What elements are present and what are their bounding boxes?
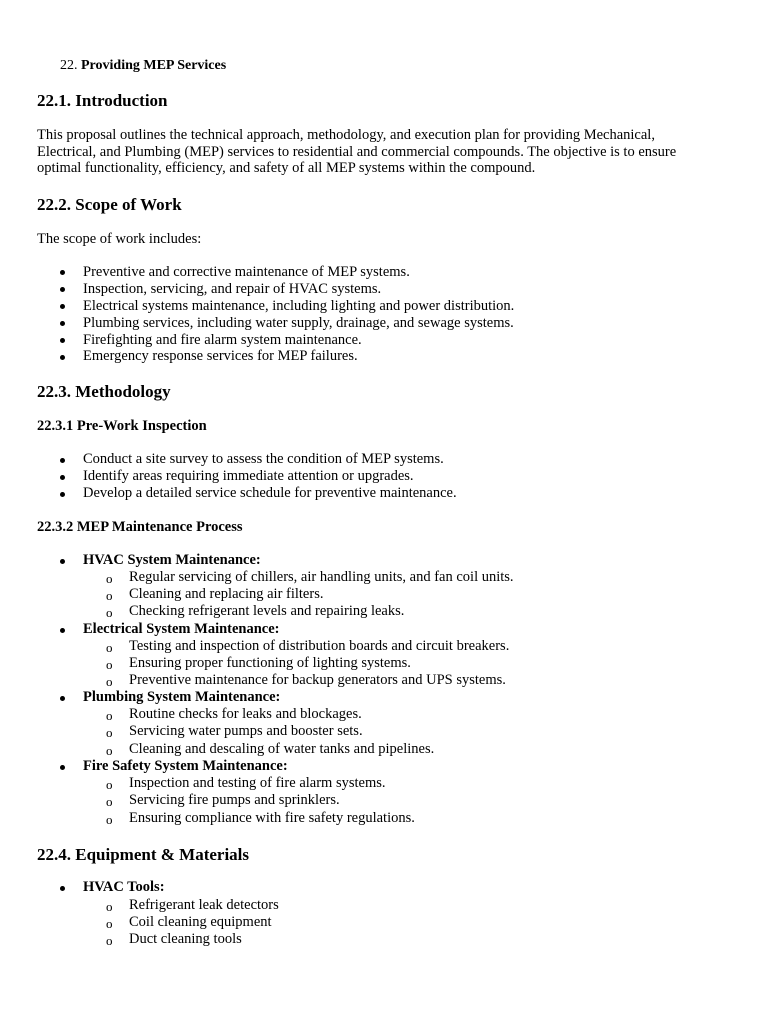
process-sub-item: Ensuring compliance with fire safety regulations. xyxy=(129,810,415,826)
sub-bullet-icon: o xyxy=(106,899,113,914)
equipment-sub-item: Refrigerant leak detectors xyxy=(129,897,279,913)
process-sub-item: Testing and inspection of distribution boards and circuit breakers. xyxy=(129,638,510,654)
process-group-title: HVAC System Maintenance: xyxy=(83,552,261,568)
bullet-icon xyxy=(60,696,65,701)
scope-item: Firefighting and fire alarm system maintenance. xyxy=(83,332,362,348)
scope-heading: 22.2. Scope of Work xyxy=(37,195,182,214)
bullet-icon xyxy=(60,270,65,275)
bullet-icon xyxy=(60,304,65,309)
sub-bullet-icon: o xyxy=(106,725,113,740)
bullet-icon xyxy=(60,321,65,326)
bullet-icon xyxy=(60,492,65,497)
bullet-icon xyxy=(60,765,65,770)
equipment-sub-item: Coil cleaning equipment xyxy=(129,914,272,930)
process-sub-item: Cleaning and replacing air filters. xyxy=(129,586,324,602)
scope-item: Emergency response services for MEP failures. xyxy=(83,348,358,364)
bullet-icon xyxy=(60,559,65,564)
section-title xyxy=(60,59,226,73)
scope-item: Inspection, servicing, and repair of HVAC systems. xyxy=(83,281,382,297)
scope-lead: The scope of work includes: xyxy=(37,231,202,247)
equipment-heading: 22.4. Equipment & Materials xyxy=(37,845,250,864)
sub-bullet-icon: o xyxy=(106,657,113,672)
sub-bullet-icon: o xyxy=(106,777,113,792)
sub-bullet-icon: o xyxy=(106,743,113,758)
process-sub-item: Servicing water pumps and booster sets. xyxy=(129,723,363,739)
bullet-icon xyxy=(60,475,65,480)
equipment-sub-item: Duct cleaning tools xyxy=(129,931,242,947)
bullet-icon xyxy=(60,338,65,343)
scope-item: Plumbing services, including water supply, drainage, and sewage systems. xyxy=(83,315,514,331)
section-number: 22. xyxy=(60,58,78,73)
process-group-title: Plumbing System Maintenance: xyxy=(83,689,281,705)
bullet-icon xyxy=(60,355,65,360)
sub-bullet-icon: o xyxy=(106,916,113,931)
sub-bullet-icon: o xyxy=(106,933,113,948)
bullet-icon xyxy=(60,287,65,292)
scope-item: Electrical systems maintenance, including lighting and power distribution. xyxy=(83,298,515,314)
equipment-group-title: HVAC Tools: xyxy=(83,879,165,895)
sub-bullet-icon: o xyxy=(106,708,113,723)
process-sub-item: Ensuring proper functioning of lighting systems. xyxy=(129,655,411,671)
bullet-icon xyxy=(60,886,65,891)
sub-bullet-icon: o xyxy=(106,640,113,655)
sub-bullet-icon: o xyxy=(106,794,113,809)
process-sub-item: Regular servicing of chillers, air handling units, and fan coil units. xyxy=(129,569,514,585)
prework-item: Develop a detailed service schedule for preventive maintenance. xyxy=(83,485,457,501)
prework-item: Identify areas requiring immediate attention or upgrades. xyxy=(83,468,414,484)
prework-item: Conduct a site survey to assess the condition of MEP systems. xyxy=(83,451,444,467)
process-sub-item: Inspection and testing of fire alarm systems. xyxy=(129,775,386,791)
sub-bullet-icon: o xyxy=(106,674,113,689)
process-group-title: Fire Safety System Maintenance: xyxy=(83,758,288,774)
prework-heading: 22.3.1 Pre-Work Inspection xyxy=(37,418,207,434)
intro-line-2: Electrical, and Plumbing (MEP) services to residential and commercial compounds. The objective is to ensure xyxy=(37,144,677,160)
process-heading: 22.3.2 MEP Maintenance Process xyxy=(37,519,243,535)
bullet-icon xyxy=(60,458,65,463)
intro-line-3: optimal functionality, efficiency, and safety of all MEP systems within the compound. xyxy=(37,160,536,176)
process-sub-item: Checking refrigerant levels and repairing leaks. xyxy=(129,603,405,619)
process-sub-item: Routine checks for leaks and blockages. xyxy=(129,706,362,722)
process-group-title: Electrical System Maintenance: xyxy=(83,621,280,637)
scope-item: Preventive and corrective maintenance of MEP systems. xyxy=(83,264,410,280)
process-sub-item: Cleaning and descaling of water tanks and pipelines. xyxy=(129,741,435,757)
methodology-heading: 22.3. Methodology xyxy=(37,382,171,401)
process-sub-item: Servicing fire pumps and sprinklers. xyxy=(129,792,340,808)
sub-bullet-icon: o xyxy=(106,588,113,603)
sub-bullet-icon: o xyxy=(106,812,113,827)
process-sub-item: Preventive maintenance for backup generators and UPS systems. xyxy=(129,672,506,688)
sub-bullet-icon: o xyxy=(106,605,113,620)
intro-heading: 22.1. Introduction xyxy=(37,91,168,110)
intro-line-1: This proposal outlines the technical approach, methodology, and execution plan for providing Mechanical, xyxy=(37,127,655,143)
bullet-icon xyxy=(60,628,65,633)
section-title-text: Providing MEP Services xyxy=(81,58,227,73)
sub-bullet-icon: o xyxy=(106,571,113,586)
